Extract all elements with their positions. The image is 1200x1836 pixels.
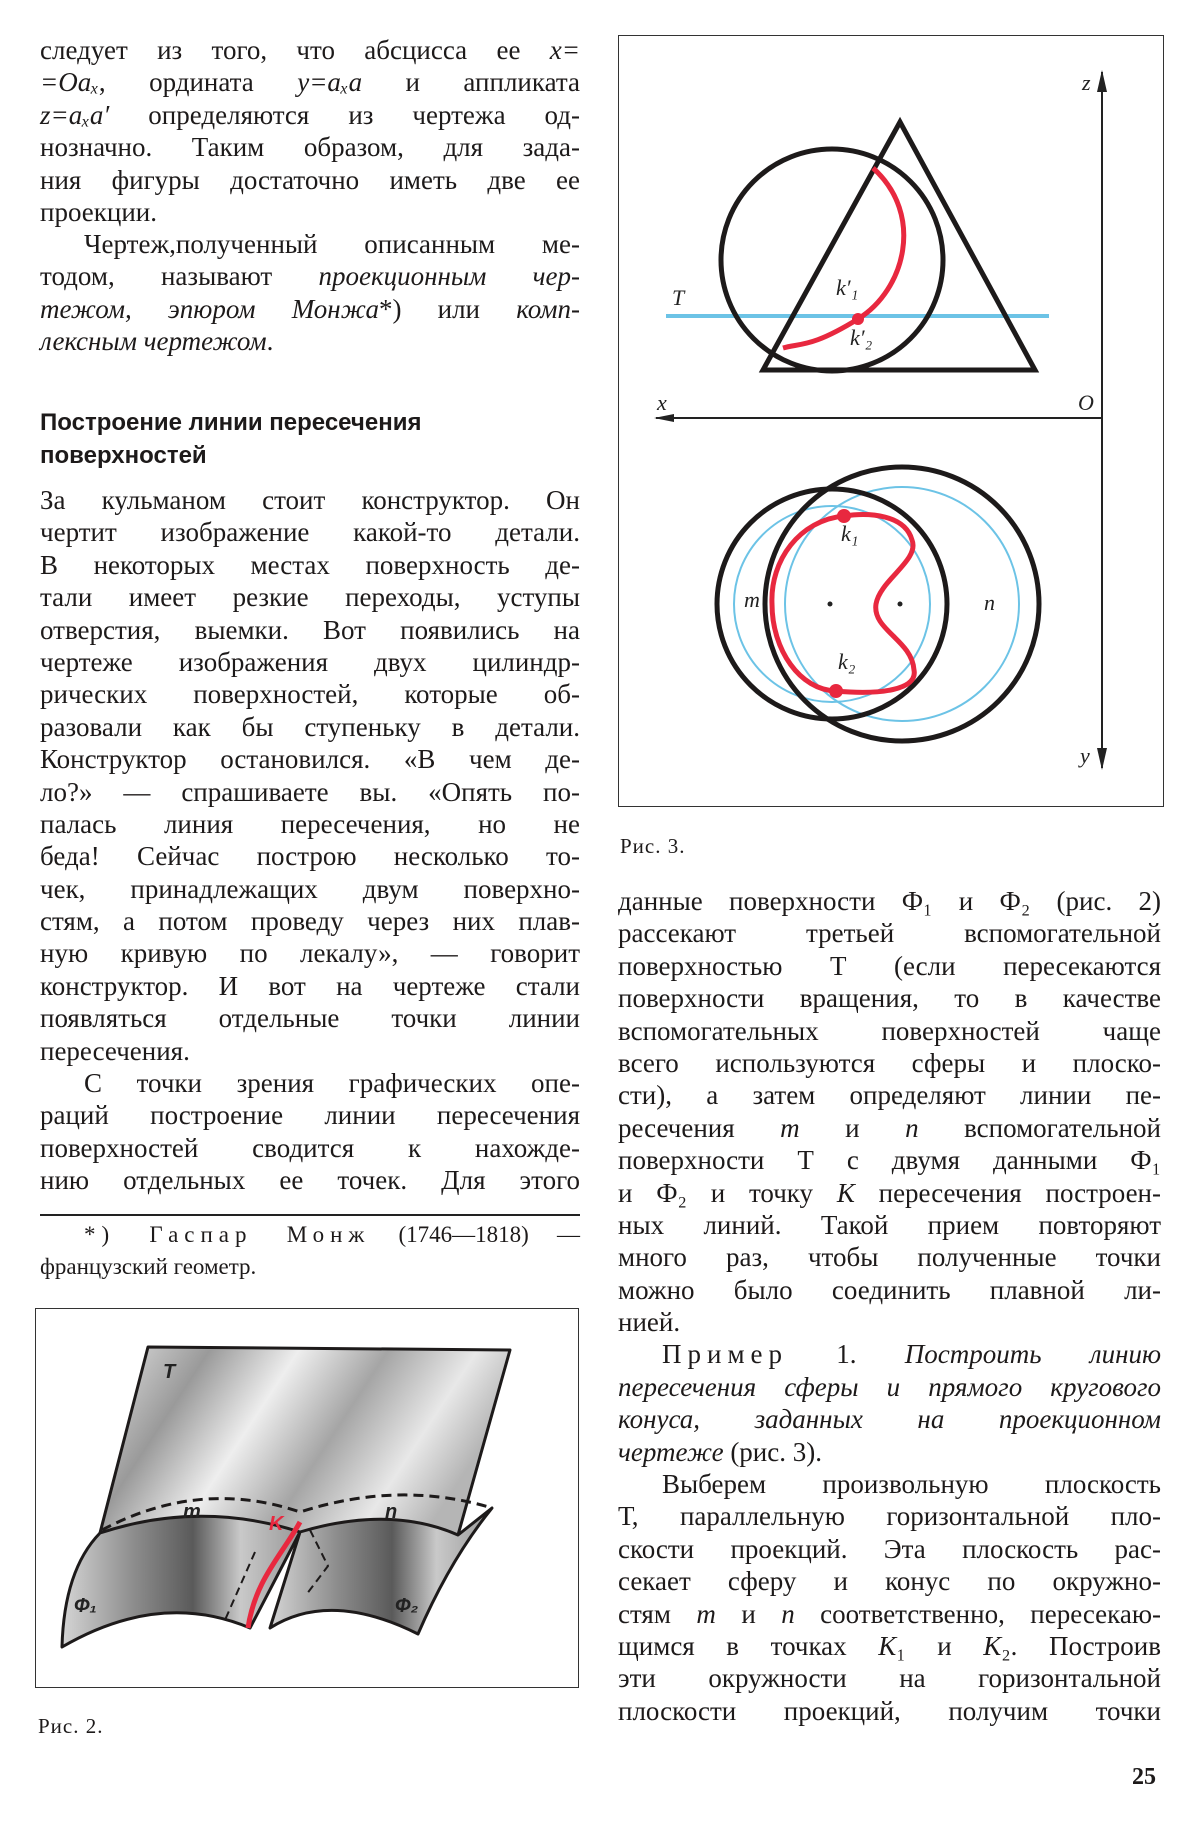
text-run: чертит изображение какой-то детали. (40, 517, 580, 548)
text-run: поверхности Т с двумя данными Ф₁ (618, 1145, 1161, 1176)
text-run: поверхностью Т (если пересекаются (618, 950, 1161, 981)
italic-run: K (878, 1630, 897, 1661)
text-run: щимся в точках (618, 1630, 879, 1661)
intersection-curve-front (783, 168, 904, 348)
y-arrow-icon (1097, 748, 1107, 770)
text-run: плоскости проекций, получим точки (618, 1695, 1161, 1726)
label-m: m (744, 587, 760, 612)
text-run: В некоторых местах поверхность де- (40, 549, 580, 580)
text-run: тали имеет резкие переходы, уступы (40, 582, 580, 613)
text-run: нией. (618, 1307, 681, 1338)
page-number: 25 (1132, 1764, 1156, 1790)
label-t: T (163, 1361, 176, 1383)
text-run: пересечения построен- (854, 1177, 1161, 1208)
figure-3-caption: Рис. 3. (620, 834, 686, 858)
heading-line-1: Построение линии пересечения (40, 409, 422, 436)
x-arrow-icon (654, 414, 674, 422)
label-k2: k₂ (838, 649, 856, 674)
text-run: Т, параллельную горизонтальной пло- (618, 1501, 1161, 1532)
text-run: нию отдельных ее точек. Для этого (40, 1165, 580, 1196)
italic-run: проекционным чер- (318, 261, 580, 292)
text-run: и аппликата (362, 67, 580, 98)
italic-run: лексным чертежом (40, 326, 267, 357)
text-run: . (266, 326, 274, 357)
text-run: ния фигуры достаточно иметь две ее (40, 164, 580, 195)
spaced-run: Пример (662, 1339, 789, 1370)
label-z: z (1082, 70, 1091, 95)
label-m: m (183, 1501, 201, 1523)
text-run: французский геометр. (40, 1254, 257, 1280)
text-run: конструктор. И вот на чертеже стали (40, 970, 580, 1001)
label-n: n (984, 590, 995, 615)
text-run: чертеже изображения двух цилиндр- (40, 646, 580, 677)
text-run: разовали как бы ступеньку в детали. (40, 711, 580, 742)
label-n: n (385, 1501, 398, 1523)
italic-run: комп- (516, 293, 580, 324)
text-run: С точки зрения графических опе- (84, 1068, 580, 1099)
text-run: ресечения (618, 1112, 781, 1143)
text-run: (рис. 3). (723, 1436, 822, 1467)
text-run: появляться отдельные точки линии (40, 1003, 580, 1034)
point-k2-top (829, 684, 843, 698)
italic-run: конуса, заданных на проекционном (618, 1404, 1161, 1435)
italic-run: m (696, 1598, 716, 1629)
text-run: Конструктор остановился. «В чем де- (40, 744, 580, 775)
text-run: вспомогательной (918, 1112, 1161, 1143)
text-run: поверхности вращения, то в качестве (618, 983, 1161, 1014)
text-run: 1. (788, 1339, 905, 1370)
text-run: поверхностей сводится к нахожде- (40, 1132, 580, 1163)
text-run: раций построение линии пересечения (40, 1100, 580, 1131)
z-arrow-icon (1097, 70, 1107, 92)
text-run: проекции. (40, 196, 157, 227)
text-run: соответственно, пересекаю- (794, 1598, 1161, 1629)
text-run: рических поверхностей, которые об- (40, 679, 580, 710)
italic-run: K (836, 1177, 855, 1208)
label-phi1: Ф₁ (74, 1595, 97, 1617)
italic-run: n (781, 1598, 795, 1629)
text-run: тодом, называют (40, 261, 319, 292)
text-run: данные поверхности Ф₁ и Ф₂ (рис. 2) (618, 886, 1161, 916)
figure-2-caption: Рис. 2. (38, 1714, 104, 1738)
text-run: много раз, чтобы полученные точки (618, 1242, 1161, 1273)
text-run: эти окружности на горизонтальной (618, 1663, 1161, 1694)
italic-run: n (905, 1112, 919, 1143)
text-run: Выберем произвольную плоскость (662, 1469, 1161, 1500)
label-k1-prime: k′₁ (836, 275, 859, 300)
label-k1: k₁ (841, 521, 859, 546)
text-run: палась линия пересечения, но не (40, 808, 580, 839)
text-run: ную кривую по лекалу», — говорит (40, 938, 580, 969)
italic-run: пересечения сферы и прямого кругового (618, 1371, 1161, 1402)
text-run: стям (618, 1598, 697, 1629)
italic-run: x= (549, 35, 580, 65)
text-run: и (799, 1112, 906, 1143)
italic-run: чертеже (618, 1436, 724, 1467)
text-run: *) или (378, 293, 517, 324)
heading-line-2: поверхностей (40, 442, 207, 469)
text-run: пересечения. (40, 1035, 190, 1066)
text-run: всего используются сферы и плоско- (618, 1047, 1161, 1078)
text-run: беда! Сейчас построю несколько то- (40, 841, 580, 872)
text-run: ных линий. Такой прием повторяют (618, 1209, 1161, 1240)
label-o: O (1078, 390, 1094, 415)
text-run: и (715, 1598, 782, 1629)
italic-run: =Oaₓ (40, 67, 99, 98)
italic-run: z=aₓa′ (40, 99, 110, 130)
text-run: За кульманом стоит конструктор. Он (40, 485, 580, 515)
text-run: и Ф₂ и точку (618, 1177, 837, 1208)
text-run: , ордината (98, 67, 298, 98)
text-run: ло?» — спрашиваете вы. «Опять по- (40, 776, 580, 807)
sphere-front-projection (721, 149, 943, 371)
text-run: Чертеж,полученный описанным ме- (84, 229, 580, 259)
text-run: можно было соединить плавной ли- (618, 1274, 1161, 1305)
spaced-run: *) Гаспар Монж (84, 1222, 371, 1247)
text-run: секает сферу и конус по окружно- (618, 1566, 1161, 1597)
text-run: скости проекций. Эта плоскость рас- (618, 1533, 1161, 1564)
italic-run: m (780, 1112, 800, 1143)
text-run: рассекают третьей вспомогательной (618, 918, 1161, 949)
text-run: нозначно. Таким образом, для зада- (40, 132, 580, 163)
text-run: сти), а затем определяют линии пе- (618, 1080, 1161, 1111)
label-k2-prime: k′₂ (850, 325, 873, 350)
italic-run: K (983, 1630, 1002, 1661)
cone-center-dot (898, 602, 903, 607)
italic-run: y=aₓa (297, 67, 363, 98)
label-phi2: Ф₂ (395, 1595, 419, 1617)
text-run: вспомогательных поверхностей чаще (618, 1015, 1161, 1046)
figure-2 (62, 1347, 510, 1647)
italic-run: Построить линию (904, 1339, 1161, 1370)
text-run: ₁ и (896, 1630, 984, 1661)
text-run: ₂. Построив (1001, 1630, 1161, 1661)
label-k: K (269, 1513, 284, 1535)
text-run: отверстия, выемки. Вот появились на (40, 614, 580, 645)
sphere-center-dot (828, 602, 833, 607)
text-run: определяются из чертежа од- (109, 99, 580, 130)
italic-run: тежом, эпюром Монжа (40, 293, 379, 324)
figure-3 (654, 70, 1107, 770)
text-run: чек, принадлежащих двум поверхно- (40, 873, 580, 904)
text-run: стям, а потом проведу через них плав- (40, 906, 580, 937)
text-run: следует из того, что абсцисса ее (40, 35, 550, 65)
label-x: x (657, 390, 667, 415)
cone-front-projection (763, 122, 1035, 370)
label-t: T (672, 285, 685, 310)
plane-t (100, 1347, 510, 1535)
text-run: (1746—1818) — (370, 1222, 580, 1247)
point-k-front (852, 313, 864, 325)
label-y: y (1080, 743, 1090, 768)
